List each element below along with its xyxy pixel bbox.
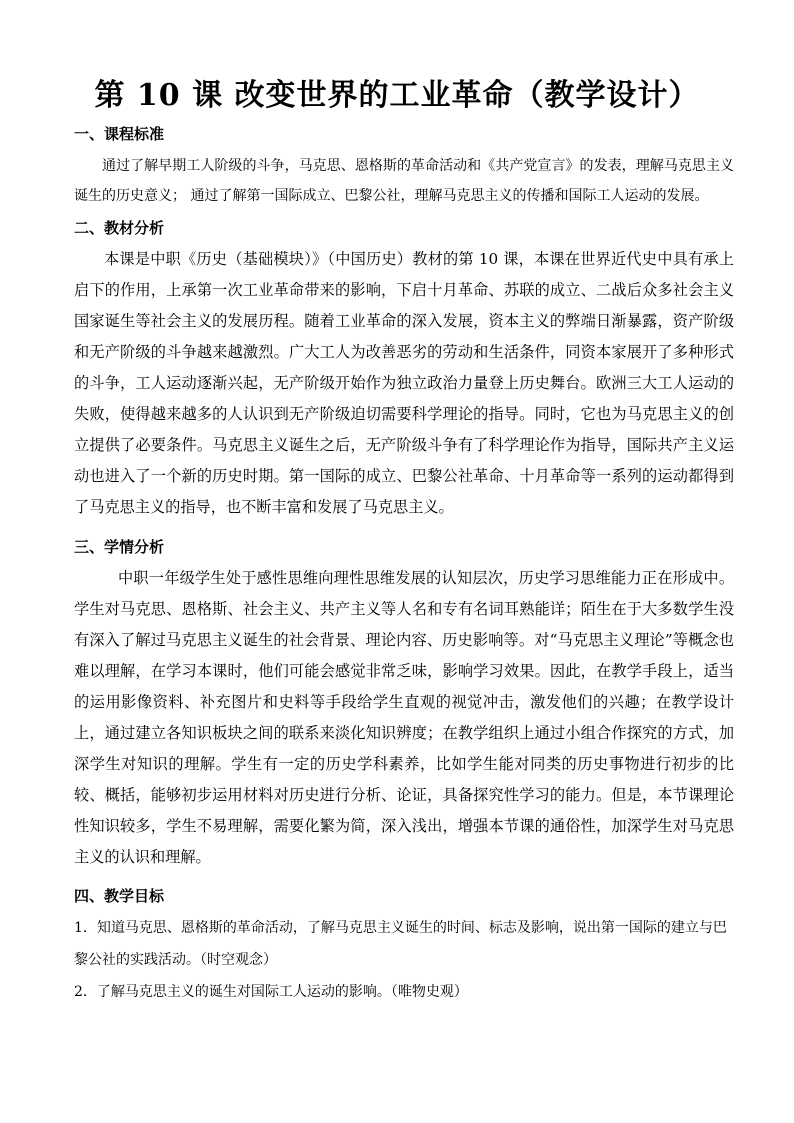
learner-analysis-paragraph: 中职一年级学生处于感性思维向理性思维发展的认知层次，历史学习思维能力正在形成中。学生对马克思、恩格斯、社会主义、共产主义等人名和专有名词耳熟能详；陌生在于大多数学生没有深入了解过马克思主义诞生的社会背景、理论内容、历史影响等。对“马克思主义理论”等概念也难以理解，在学习本课时，他们可能会感觉非常乏味，影响学习效果。因此，在教学手段上，适当的运用影像资料、补充图片和史料等手段给学生直观的视觉冲击，激发他们的兴趣；在教学设计上，通过建立各知识板块之间的联系来淡化知识辨度；在教学组织上通过小组合作探究的方式，加深学生对知识的理解。学生有一定的历史学科素养，比如学生能对同类的历史事物进行初步的比较、概括，能够初步运用材料对历史进行分析、论证，具备探究性学习的能力。但是，本节课理论性知识较多，学生不易理解，需要化繁为简，深入浅出，增强本节课的通俗性，加深学生对马克思主义的认识和理解。 [74, 569, 734, 866]
section-heading-teaching-objectives: 四、教学目标 [74, 887, 165, 905]
curriculum-standard-paragraph: 通过了解早期工人阶级的斗争，马克思、恩格斯的革命活动和《共产党宣言》的发表，理解马克思主义诞生的历史意义； 通过了解第一国际成立、巴黎公社，理解马克思主义的传播和国际工人运动的发展。 [74, 158, 734, 204]
textbook-analysis-paragraph: 本课是中职《历史（基础模块）》（中国历史）教材的第 10 课，本课在世界近代史中具有承上启下的作用，上承第一次工业革命带来的影响，下启十月革命、苏联的成立、二战后众多社会主义国家诞生等社会主义的发展历程。随着工业革命的深入发展，资本主义的弊端日渐暴露，资产阶级和无产阶级的斗争越来越激烈。广大工人为改善恶劣的劳动和生活条件，同资本家展开了多种形式的斗争，工人运动逐渐兴起，无产阶级开始作为独立政治力量登上历史舞台。欧洲三大工人运动的失败，使得越来越多的人认识到无产阶级迫切需要科学理论的指导。同时，它也为马克思主义的创立提供了必要条件。马克思主义诞生之后，无产阶级斗争有了科学理论作为指导，国际共产主义运动也进入了一个新的历史时期。第一国际的成立、巴黎公社革命、十月革命等一系列的运动都得到了马克思主义的指导，也不断丰富和发展了马克思主义。 [74, 250, 734, 516]
section-heading-curriculum-standard: 一、课程标准 [74, 125, 165, 143]
section-heading-textbook-analysis: 二、教材分析 [74, 219, 165, 237]
document-title: 第 10 课 改变世界的工业革命（教学设计） [94, 78, 700, 113]
teaching-objective-item: 2．了解马克思主义的诞生对国际工人运动的影响。（唯物史观） [74, 984, 468, 1000]
section-heading-learner-analysis: 三、学情分析 [74, 538, 165, 556]
teaching-objective-item: 1．知道马克思、恩格斯的革命活动，了解马克思主义诞生的时间、标志及影响，说出第一国际的建立与巴黎公社的实践活动。（时空观念） [74, 920, 727, 968]
